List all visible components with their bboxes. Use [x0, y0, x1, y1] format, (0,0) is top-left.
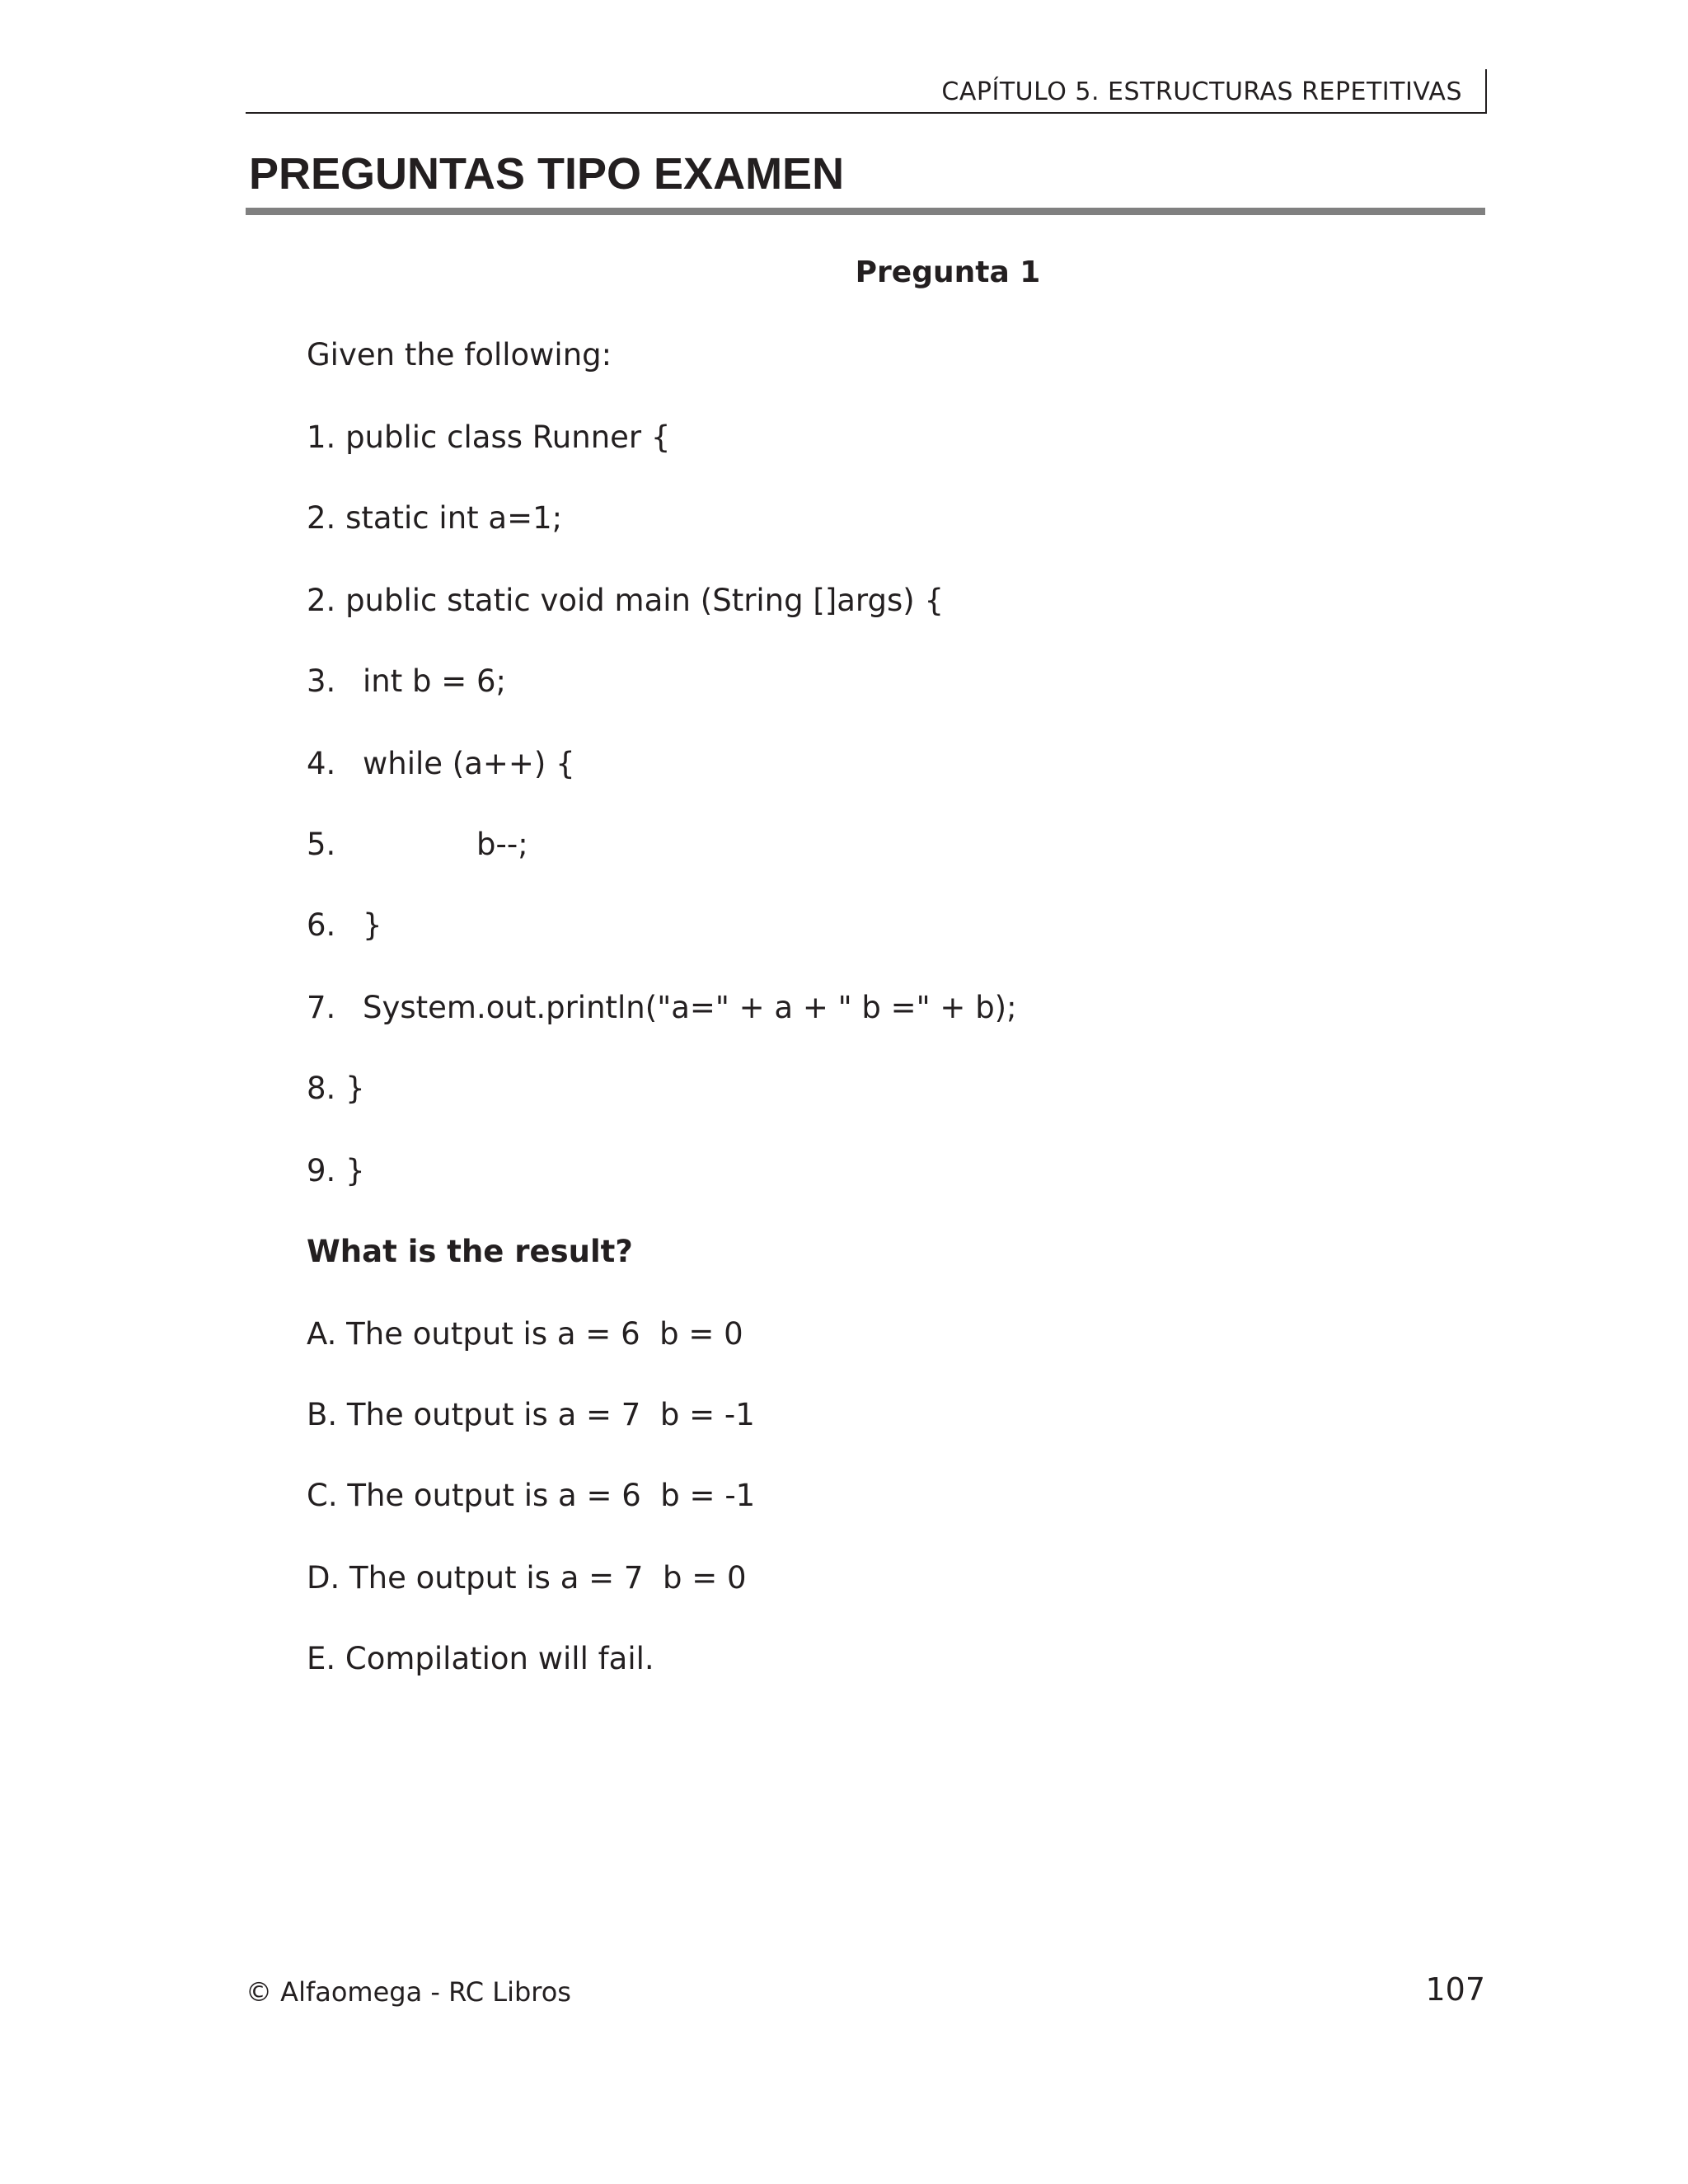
code-line-number: 5.	[307, 827, 336, 862]
code-line-1: 1. public class Runner {	[307, 419, 671, 455]
option-b: B. The output is a = 7 b = -1	[307, 1397, 755, 1432]
code-line-text: }	[363, 907, 382, 943]
code-line-10: 9. }	[307, 1153, 365, 1188]
option-c: C. The output is a = 6 b = -1	[307, 1478, 756, 1513]
code-line-number: 6.	[307, 907, 336, 943]
code-line-number: 3.	[307, 663, 336, 699]
code-line-6	[307, 829, 528, 860]
question-prompt: What is the result?	[307, 1234, 633, 1269]
code-line-text: while (a++) {	[363, 746, 575, 781]
code-line-text: b--;	[476, 827, 528, 862]
footer-copyright: © Alfaomega - RC Libros	[246, 1976, 571, 2008]
code-line-text: int b = 6;	[363, 663, 507, 699]
option-a: A. The output is a = 6 b = 0	[307, 1316, 743, 1352]
section-title: PREGUNTAS TIPO EXAMEN	[249, 149, 845, 199]
code-line-7	[307, 907, 382, 943]
code-line-4	[307, 663, 507, 699]
running-header	[246, 69, 1487, 114]
title-rule	[246, 208, 1485, 215]
question-intro: Given the following:	[307, 337, 612, 373]
code-line-2: 2. static int a=1;	[307, 500, 563, 536]
code-line-number: 7.	[307, 990, 336, 1025]
option-d: D. The output is a = 7 b = 0	[307, 1560, 747, 1596]
running-header-title: CAPÍTULO 5. ESTRUCTURAS REPETITIVAS	[941, 77, 1462, 106]
code-line-text: System.out.println("a=" + a + " b =" + b);	[363, 990, 1017, 1025]
code-line-5	[307, 748, 575, 779]
code-line-number: 4.	[307, 746, 336, 781]
code-line-8	[307, 992, 1017, 1023]
code-line-3: 2. public static void main (String []args) {	[307, 583, 944, 618]
code-line-9: 8. }	[307, 1071, 365, 1106]
option-e: E. Compilation will fail.	[307, 1641, 654, 1676]
page-number: 107	[1425, 1971, 1485, 2008]
question-heading: Pregunta 1	[855, 255, 1041, 289]
